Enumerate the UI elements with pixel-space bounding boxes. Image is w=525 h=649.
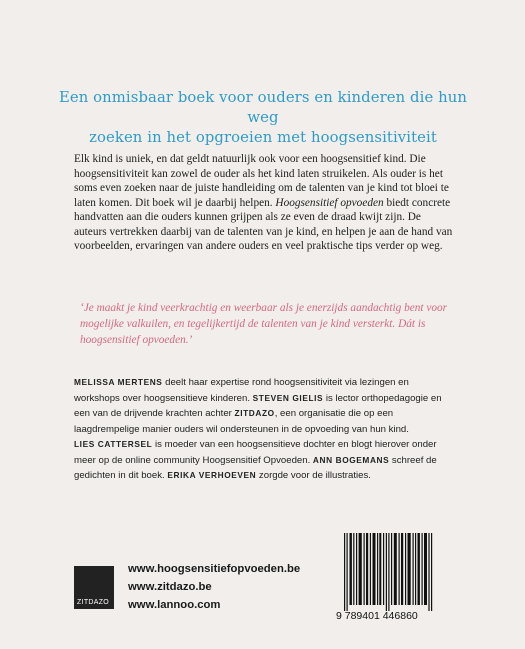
url-hoogsensitiefopvoeden: www.hoogsensitiefopvoeden.be [128,563,301,575]
bio-text-1: deelt haar expertise rond hoogsensitiviteit via lezingen en workshops over hoogsensitieve kinderen. [74,377,409,404]
logo-text: ZITDAZO [77,599,110,606]
headline-line-2: zoeken in het opgroeien met hoogsensitiviteit [89,129,437,146]
headline-line-1: Een onmisbaar boek voor ouders en kinderen die hun weg [58,89,468,126]
description-paragraph [74,152,453,254]
bio-text-6: zorgde voor de illustraties. [256,470,371,481]
pull-quote: ‘Je maakt je kind veerkrachtig en weerbaar als je enerzijds aandachtig bent voor mogelijke valkuilen, en tegelijkertijd de talenten van je kind versterkt. Dát is hoogsensitief opvoeden.’ [80,302,448,346]
bio-text-2: is lector orthopedagogie en een van de drijvende krachten achter [74,392,442,419]
headline [58,88,468,148]
description-part-2: biedt concrete handvatten aan die ouders kunnen grijpen als ze even de draad kwijt zijn. De auteurs vertrekken daarbij van de talenten van je kind, en helpen je aan de hand van voorbeelden, ervaringen van andere ouders en veel praktische tips verder op weg. [74,196,453,252]
zitdazo-logo [74,566,114,609]
website-list [128,560,300,614]
isbn-digits: 9 789401 446860 [336,610,418,622]
organisation-name: ZITDAZO [234,408,275,418]
url-zitdazo: www.zitdazo.be [128,581,212,593]
bio-text-4: is moeder van een hoogsensitieve dochter en blogt hierover onder meer op de online community Hoogsensitief Opvoeden. [74,439,437,466]
bio-text-5: schreef de gedichten in dit boek. [74,454,437,481]
author-name-lies: LIES CATTERSEL [74,439,153,449]
author-bios [74,375,454,484]
author-name-ann: ANN BOGEMANS [312,454,390,465]
isbn-barcode [336,533,438,623]
description-part-1: Elk kind is uniek, en dat geldt natuurlijk ook voor een hoogsensitief kind. Die hoogsensitiviteit kan zowel de ouder als het kind laten struikelen. Als ouder is het soms even zoeken naar de juiste handleiding om de talenten van je kind tot bloei te laten komen. Dit boek wil je daarbij helpen. [74,153,449,209]
bio-text-3: , een organisatie die op een laagdrempelige manier ouders wil ondersteunen in de opvoeding van hun kind. [74,408,409,435]
barcode-bars [336,533,438,613]
illustrator-name-erika: ERIKA VERHOEVEN [167,470,257,480]
book-title: Hoogsensitief opvoeden [275,196,384,209]
url-lannoo: www.lannoo.com [128,599,221,611]
author-name-melissa: MELISSA MERTENS [74,377,163,387]
author-name-steven: STEVEN GIELIS [252,392,324,403]
barcode-bar-group [344,533,432,611]
